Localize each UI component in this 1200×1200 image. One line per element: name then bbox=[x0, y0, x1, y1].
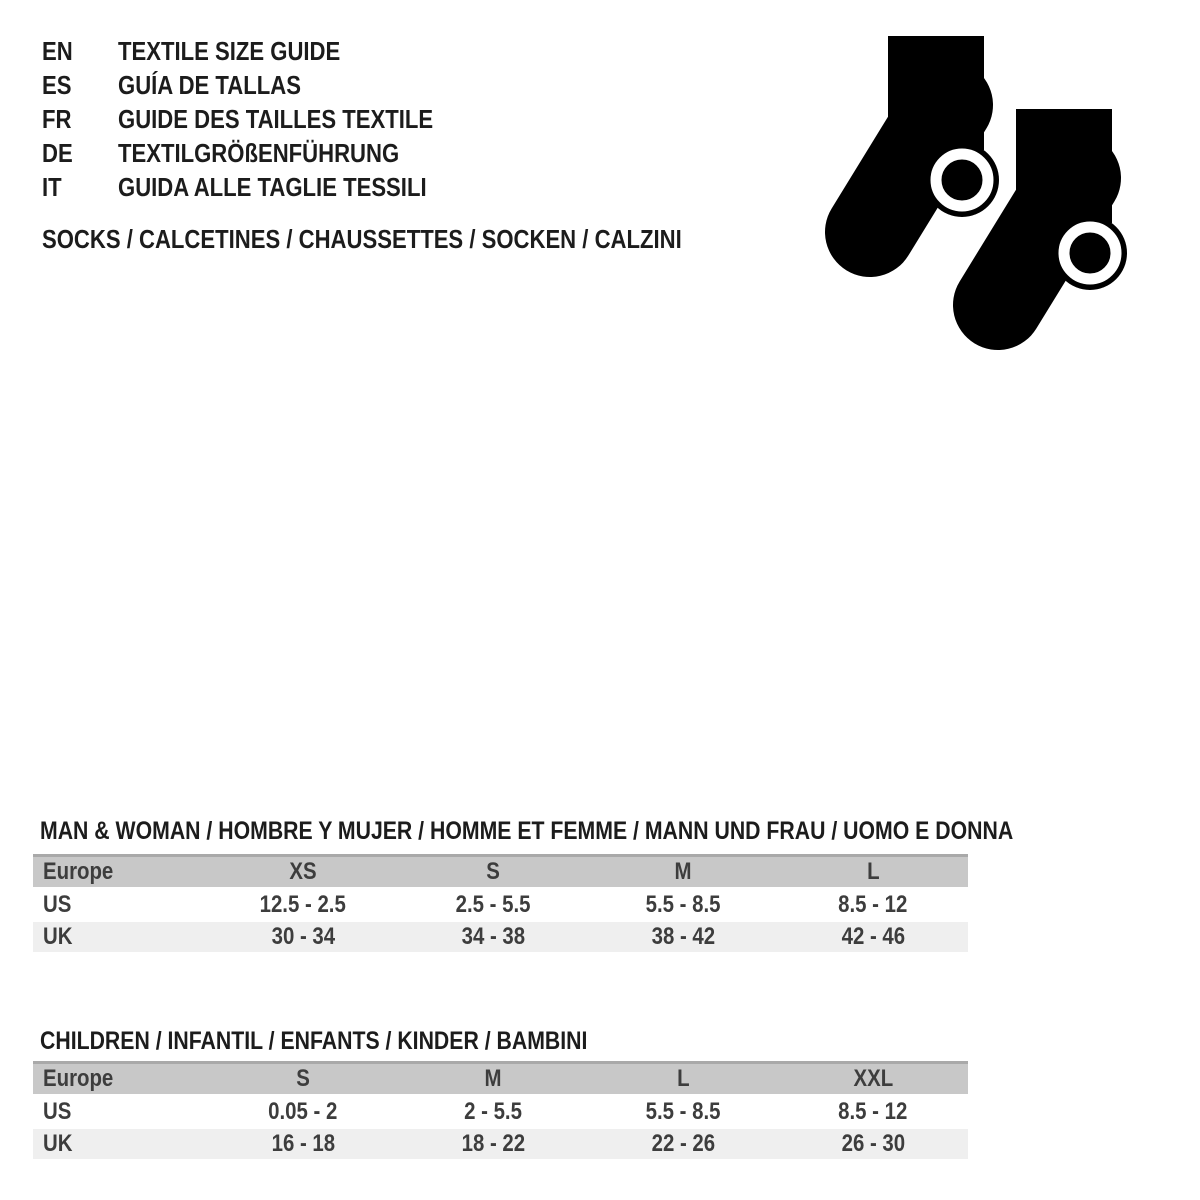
size-value: 5.5 - 8.5 bbox=[645, 1097, 721, 1125]
size-value: 2 - 5.5 bbox=[464, 1097, 522, 1125]
column-header: L bbox=[676, 1065, 690, 1092]
column-header: XS bbox=[289, 858, 317, 885]
language-row-en bbox=[42, 34, 489, 68]
row-label: UK bbox=[43, 923, 73, 950]
size-table-man-woman bbox=[33, 854, 968, 952]
guide-title-en: TEXTILE SIZE GUIDE bbox=[118, 35, 341, 66]
size-value: 5.5 - 8.5 bbox=[645, 890, 721, 918]
table-row bbox=[33, 922, 968, 952]
size-value: 26 - 30 bbox=[841, 1130, 905, 1157]
size-value: 12.5 - 2.5 bbox=[259, 890, 347, 918]
table-title-children: CHILDREN / INFANTIL / ENFANTS / KINDER / BAMBINI bbox=[40, 1026, 588, 1055]
row-label: US bbox=[43, 890, 72, 918]
language-code: IT bbox=[42, 171, 62, 202]
table-title-man-woman: MAN & WOMAN / HOMBRE Y MUJER / HOMME ET FEMME / MANN UND FRAU / UOMO E DONNA bbox=[40, 816, 1014, 845]
size-table-children bbox=[33, 1061, 968, 1159]
column-header: Europe bbox=[43, 858, 114, 885]
table-row bbox=[33, 1129, 968, 1159]
language-row-fr bbox=[42, 102, 489, 136]
table-header-row bbox=[33, 1064, 968, 1094]
table-header-row bbox=[33, 857, 968, 887]
language-row-es bbox=[42, 68, 489, 102]
category-line: SOCKS / CALCETINES / CHAUSSETTES / SOCKEN / CALZINI bbox=[42, 223, 682, 254]
language-code: FR bbox=[42, 103, 72, 134]
language-code: DE bbox=[42, 137, 73, 168]
size-value: 18 - 22 bbox=[461, 1130, 525, 1157]
column-header: XXL bbox=[853, 1065, 893, 1092]
size-value: 8.5 - 12 bbox=[838, 1097, 908, 1125]
socks-icon bbox=[798, 30, 1128, 370]
size-value: 38 - 42 bbox=[651, 923, 715, 950]
language-code: EN bbox=[42, 35, 73, 66]
column-header: L bbox=[866, 858, 880, 885]
language-row-it bbox=[42, 170, 489, 204]
size-value: 42 - 46 bbox=[841, 923, 905, 950]
guide-title-de: TEXTILGRÖßENFÜHRUNG bbox=[118, 137, 400, 168]
size-value: 0.05 - 2 bbox=[268, 1097, 338, 1125]
size-value: 8.5 - 12 bbox=[838, 890, 908, 918]
guide-title-fr: GUIDE DES TAILLES TEXTILE bbox=[118, 103, 434, 134]
row-label: UK bbox=[43, 1130, 73, 1157]
language-code: ES bbox=[42, 69, 72, 100]
size-value: 22 - 26 bbox=[651, 1130, 715, 1157]
column-header: S bbox=[486, 858, 500, 885]
language-row-de bbox=[42, 136, 489, 170]
column-header: Europe bbox=[43, 1065, 114, 1092]
language-title-list bbox=[42, 34, 489, 204]
size-value: 30 - 34 bbox=[271, 923, 335, 950]
guide-title-es: GUÍA DE TALLAS bbox=[118, 69, 301, 100]
size-value: 2.5 - 5.5 bbox=[455, 890, 531, 918]
column-header: M bbox=[674, 858, 692, 885]
row-label: US bbox=[43, 1097, 72, 1125]
table-row bbox=[33, 887, 968, 922]
column-header: S bbox=[296, 1065, 310, 1092]
column-header: M bbox=[484, 1065, 502, 1092]
table-row bbox=[33, 1094, 968, 1129]
guide-title-it: GUIDA ALLE TAGLIE TESSILI bbox=[118, 171, 427, 202]
size-value: 16 - 18 bbox=[271, 1130, 335, 1157]
size-value: 34 - 38 bbox=[461, 923, 525, 950]
